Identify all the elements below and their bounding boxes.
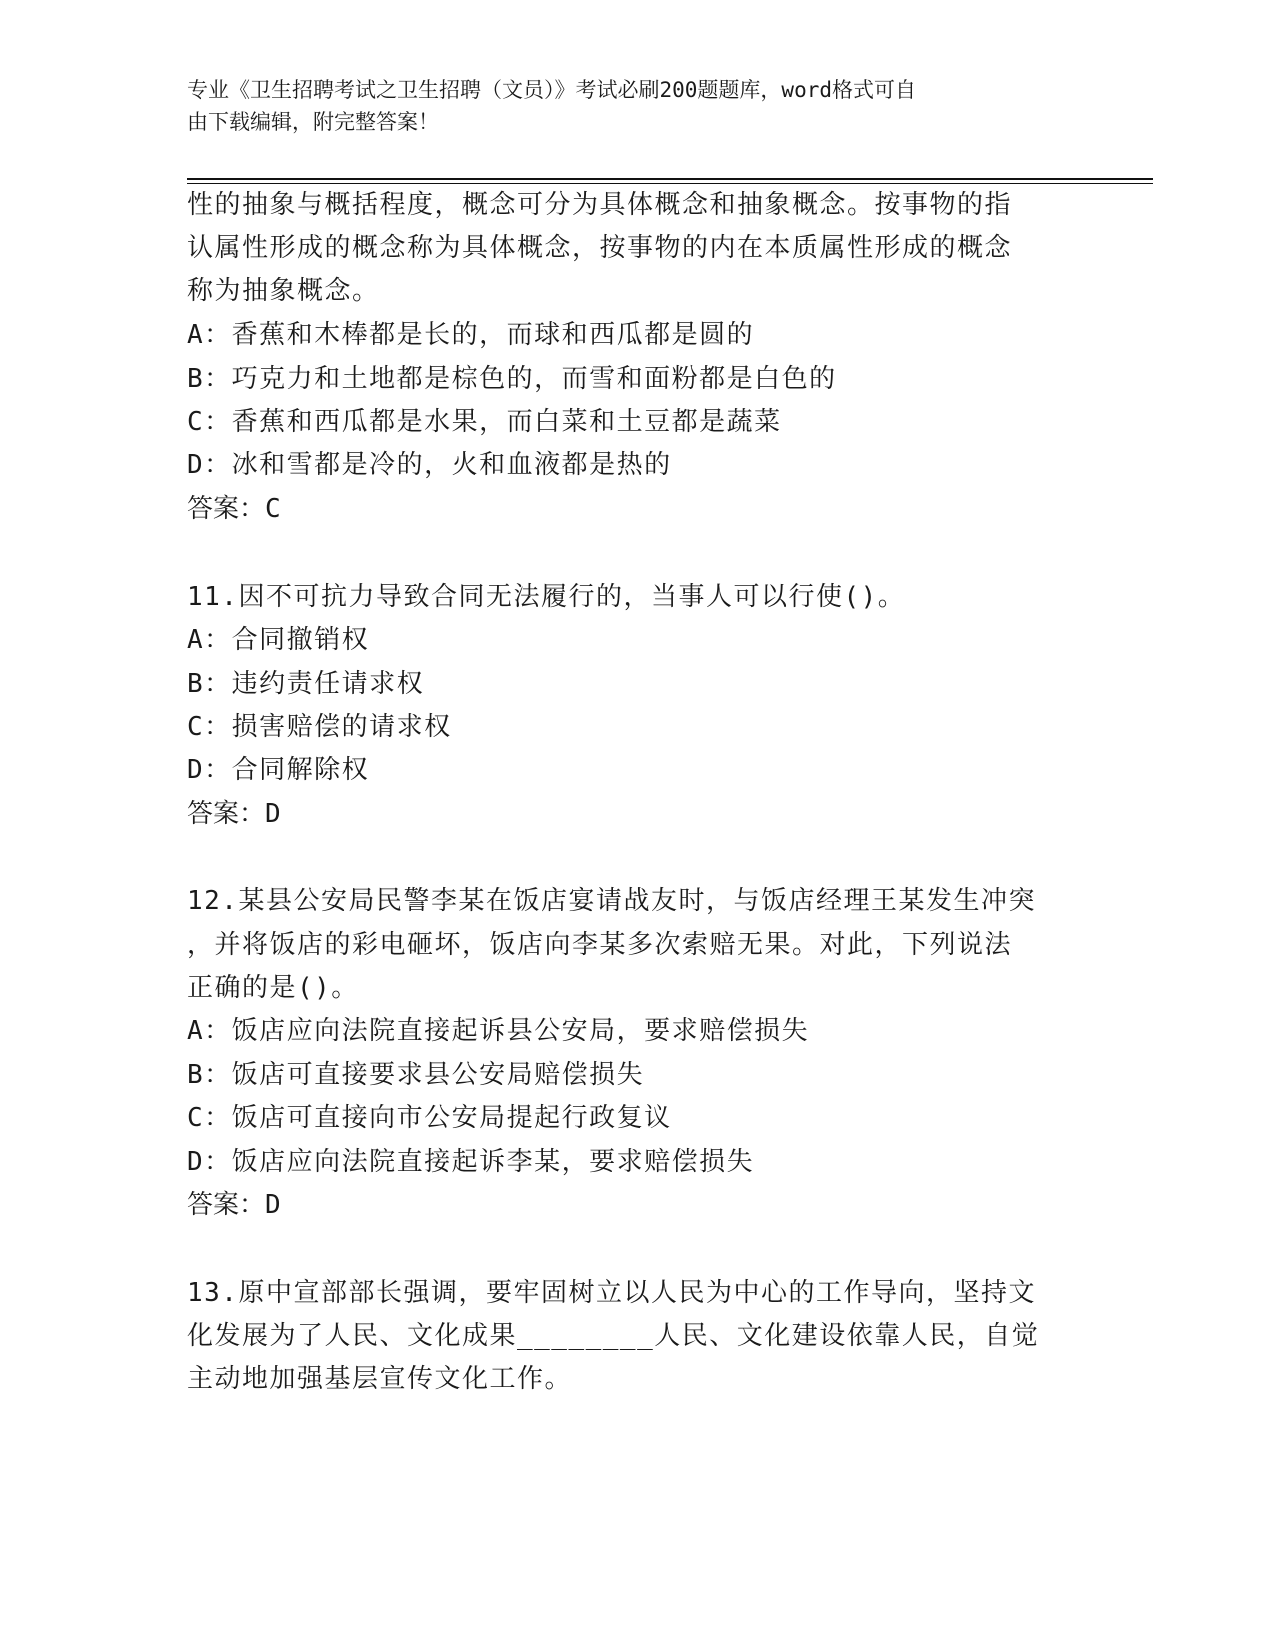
q13-stem-line-1: 13.原中宣部部长强调，要牢固树立以人民为中心的工作导向，坚持文 [187, 1278, 1036, 1308]
q12-answer [187, 1188, 281, 1222]
q10-explanation-line-3: 称为抽象概念。 [187, 276, 380, 306]
q10-explanation-line-2: 认属性形成的概念称为具体概念，按事物的内在本质属性形成的概念 [187, 233, 1013, 263]
q10-answer [187, 492, 281, 526]
q10-answer-label: 答案： [187, 494, 266, 524]
q12-stem-line-1: 12.某县公安局民警李某在饭店宴请战友时，与饭店经理王某发生冲突 [187, 886, 1036, 916]
header-rule-thick [187, 178, 1153, 180]
q11-option-d: D：合同解除权 [187, 755, 370, 785]
q11-option-a: A：合同撤销权 [187, 625, 370, 655]
q11-option-c: C：损害赔偿的请求权 [187, 712, 452, 742]
q12-answer-value: D [265, 1190, 281, 1220]
q13-stem-line-2: 化发展为了人民、文化成果________人民、文化建设依靠人民，自觉 [187, 1321, 1040, 1351]
q10-option-a: A：香蕉和木棒都是长的，而球和西瓜都是圆的 [187, 320, 755, 350]
header-rule-thin [187, 183, 1153, 184]
q11-stem-line-1: 11.因不可抗力导致合同无法履行的，当事人可以行使()。 [187, 582, 906, 612]
q13-stem-line-3: 主动地加强基层宣传文化工作。 [187, 1364, 573, 1394]
q10-option-d: D：冰和雪都是冷的，火和血液都是热的 [187, 450, 672, 480]
q12-option-a: A：饭店应向法院直接起诉县公安局，要求赔偿损失 [187, 1016, 810, 1046]
q12-stem-line-3: 正确的是()。 [187, 973, 359, 1003]
q11-option-b: B：违约责任请求权 [187, 669, 425, 699]
q10-answer-value: C [265, 494, 281, 524]
header-title-line-2: 由下载编辑，附完整答案！ [187, 110, 439, 134]
document-header [187, 74, 1067, 138]
q12-option-d: D：饭店应向法院直接起诉李某，要求赔偿损失 [187, 1147, 755, 1177]
q10-explanation-line-1: 性的抽象与概括程度，概念可分为具体概念和抽象概念。按事物的指 [187, 190, 1013, 220]
q12-stem-line-2: ，并将饭店的彩电砸坏，饭店向李某多次索赔无果。对此，下列说法 [187, 930, 1013, 960]
q12-option-c: C：饭店可直接向市公安局提起行政复议 [187, 1103, 672, 1133]
header-title-line-1: 专业《卫生招聘考试之卫生招聘（文员）》考试必刷200题题库，word格式可自 [187, 78, 916, 102]
q12-option-b: B：饭店可直接要求县公安局赔偿损失 [187, 1060, 645, 1090]
q11-answer-label: 答案： [187, 799, 266, 829]
q10-option-c: C：香蕉和西瓜都是水果，而白菜和土豆都是蔬菜 [187, 407, 782, 437]
q10-option-b: B：巧克力和土地都是棕色的，而雪和面粉都是白色的 [187, 364, 837, 394]
q11-answer-value: D [265, 799, 281, 829]
q12-answer-label: 答案： [187, 1190, 266, 1220]
q11-answer [187, 797, 281, 831]
